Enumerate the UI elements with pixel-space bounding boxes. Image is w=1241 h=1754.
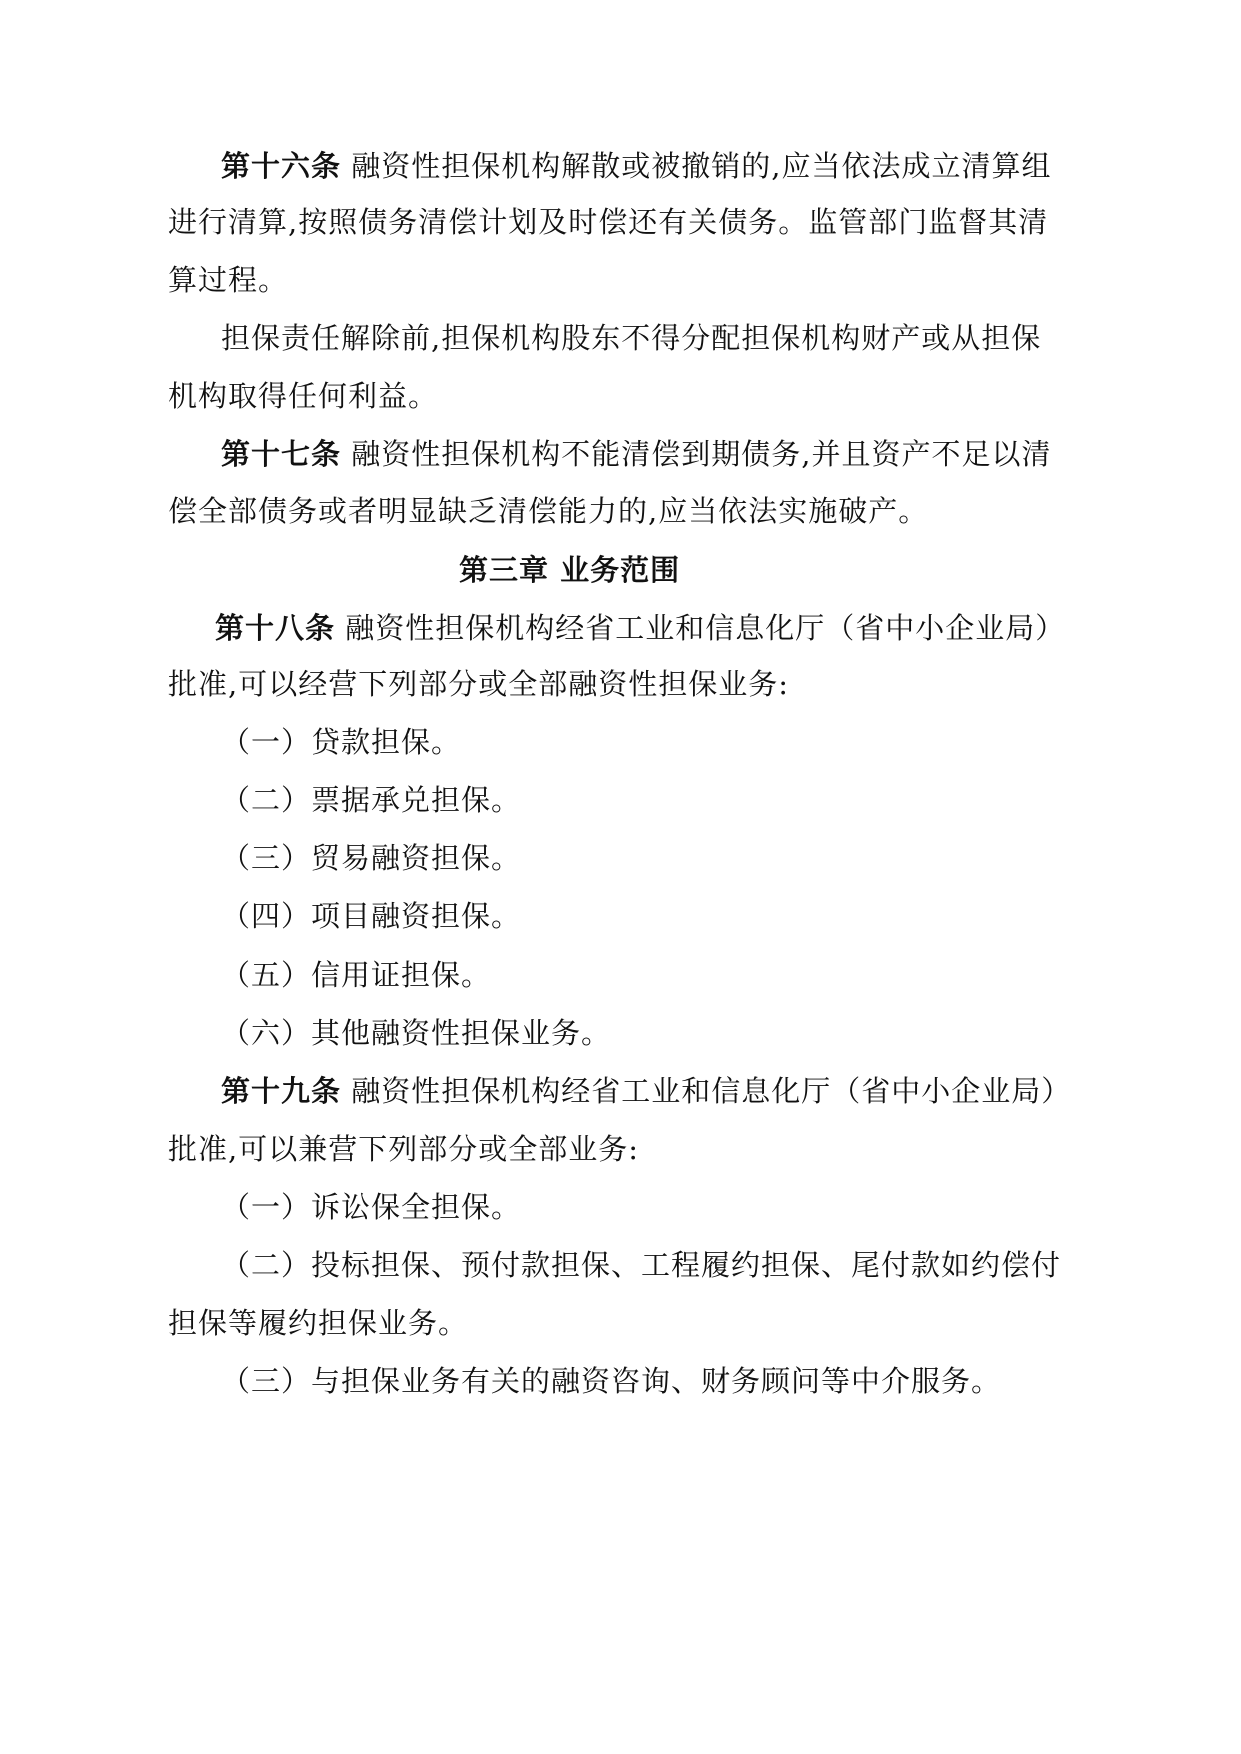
- article-19-line-2: 批准,可以兼营下列部分或全部业务:: [168, 1132, 639, 1166]
- article-16-text-1: 融资性担保机构解散或被撤销的,应当依法成立清算组: [351, 149, 1052, 183]
- article-19-title: 第十九条: [221, 1074, 342, 1108]
- article-16-line-1: [221, 146, 1051, 186]
- article-17-text-1: 融资性担保机构不能清偿到期债务,并且资产不足以清: [351, 437, 1052, 471]
- article-19-line-1: [221, 1071, 1071, 1111]
- article-19-item-3: （三）与担保业务有关的融资咨询、财务顾问等中介服务。: [221, 1364, 1002, 1398]
- article-19-text-1: 融资性担保机构经省工业和信息化厅（省中小企业局）: [351, 1074, 1072, 1108]
- article-18-text-1: 融资性担保机构经省工业和信息化厅（省中小企业局）: [345, 611, 1066, 645]
- article-16-title: 第十六条: [221, 149, 342, 183]
- article-16-line-3: 算过程。: [168, 263, 289, 297]
- article-18-title: 第十八条: [215, 611, 336, 645]
- article-17-line-1: [221, 434, 1051, 474]
- article-19-item-1: （一）诉讼保全担保。: [221, 1190, 522, 1224]
- article-18-item-5: （五）信用证担保。: [221, 958, 492, 992]
- article-17-line-2: 偿全部债务或者明显缺乏清偿能力的,应当依法实施破产。: [168, 494, 929, 528]
- article-18-item-2: （二）票据承兑担保。: [221, 783, 522, 817]
- article-18-item-1: （一）贷款担保。: [221, 725, 462, 759]
- article-19-item-2-line-2: 担保等履约担保业务。: [168, 1306, 469, 1340]
- article-17-title: 第十七条: [221, 437, 342, 471]
- article-18-line-2: 批准,可以经营下列部分或全部融资性担保业务:: [168, 667, 789, 701]
- article-16-line-2: 进行清算,按照债务清偿计划及时偿还有关债务。监管部门监督其清: [168, 205, 1049, 239]
- article-16-para2-line-2: 机构取得任何利益。: [168, 379, 439, 413]
- article-16-para2-line-1: 担保责任解除前,担保机构股东不得分配担保机构财产或从担保: [221, 321, 1042, 355]
- chapter-heading: 第三章 业务范围: [459, 553, 681, 587]
- article-18-item-4: （四）项目融资担保。: [221, 899, 522, 933]
- article-18-line-1: [215, 608, 1065, 648]
- article-19-item-2-line-1: （二）投标担保、预付款担保、工程履约担保、尾付款如约偿付: [221, 1248, 1062, 1282]
- article-18-item-3: （三）贸易融资担保。: [221, 841, 522, 875]
- article-18-item-6: （六）其他融资性担保业务。: [221, 1016, 612, 1050]
